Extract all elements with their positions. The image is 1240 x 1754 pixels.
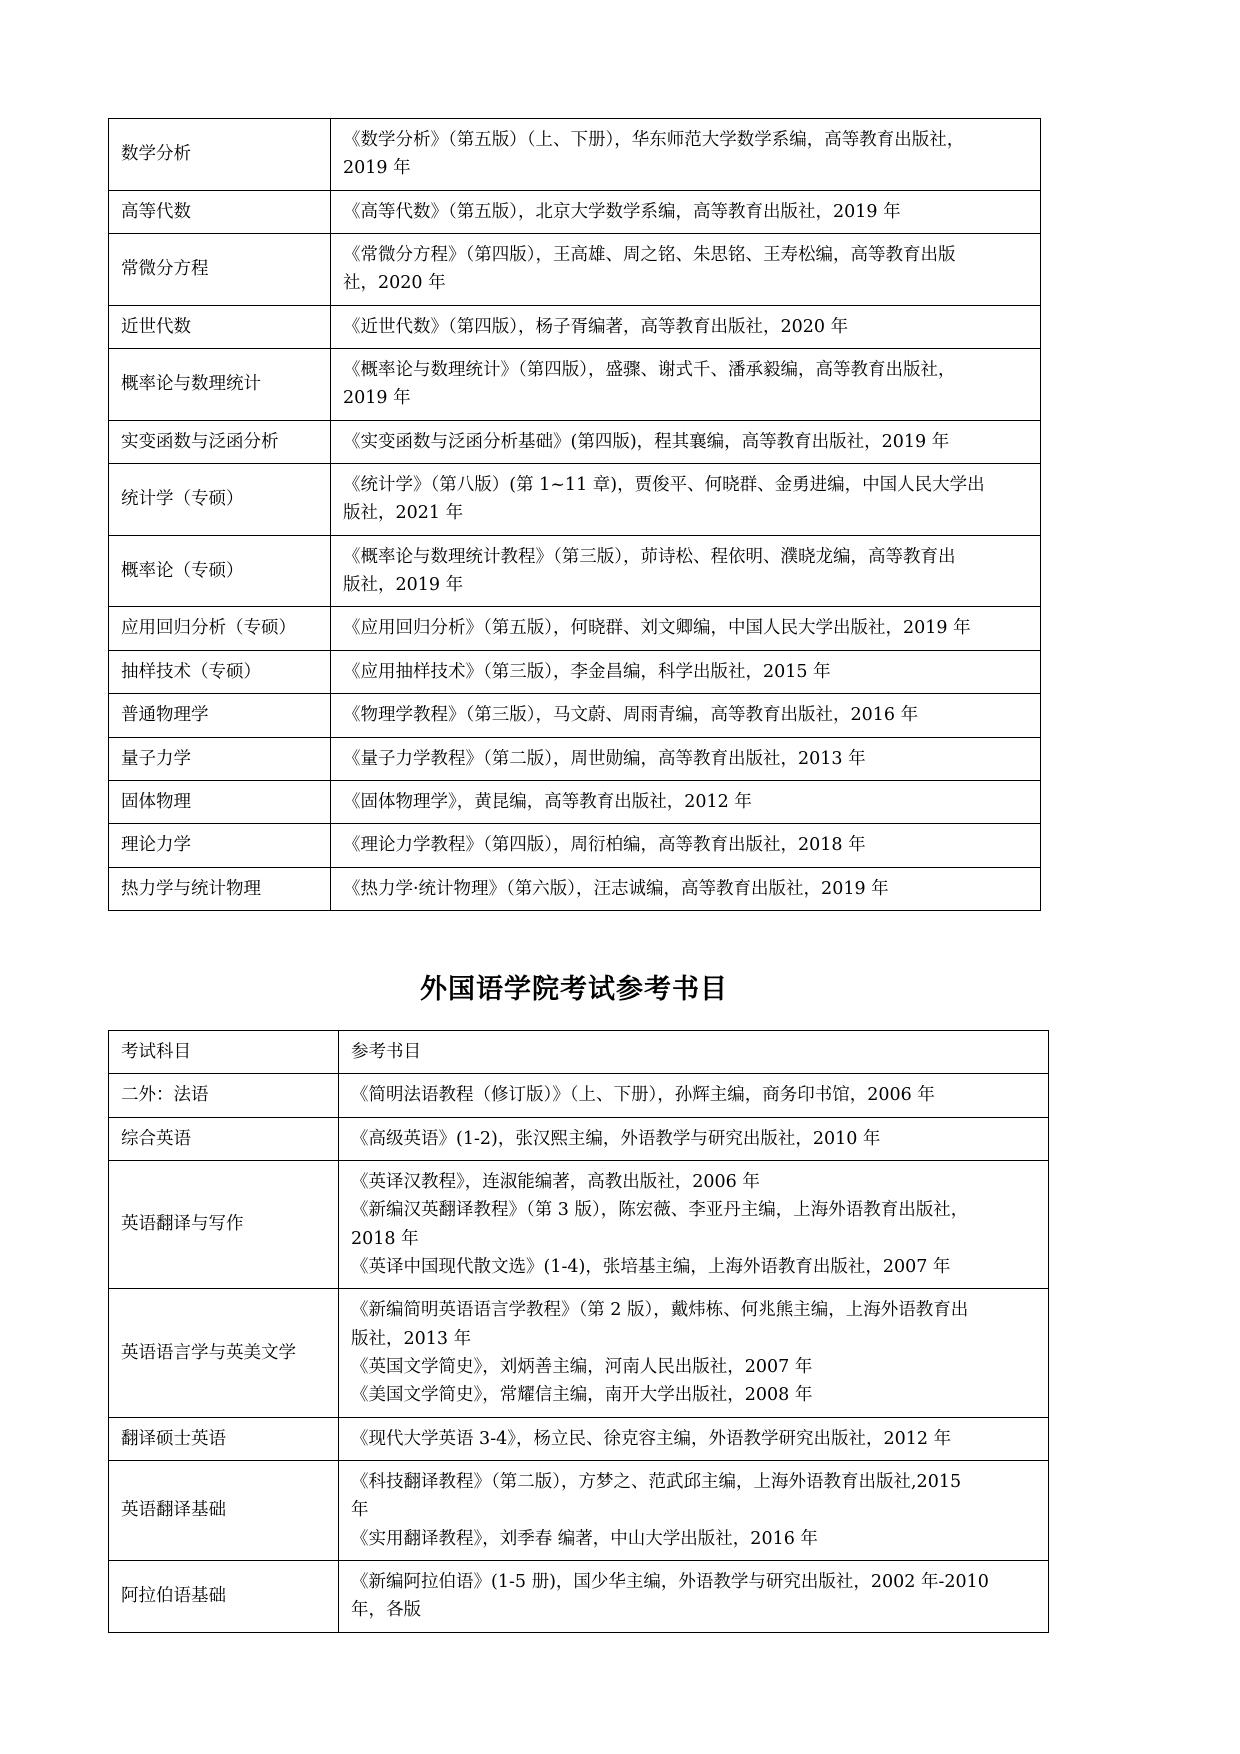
cell-subject: 应用回归分析（专硕） xyxy=(109,607,331,650)
book-line: 《数学分析》（第五版）（上、下册），华东师范大学数学系编，高等教育出版社， xyxy=(343,130,965,150)
table1-body xyxy=(109,119,1041,911)
book-line: 《物理学教程》（第三版），马文蔚、周雨青编，高等教育出版社，2016 年 xyxy=(343,705,919,726)
cell-books xyxy=(331,305,1041,348)
table-row xyxy=(109,1461,1049,1561)
cell-books xyxy=(339,1561,1049,1633)
book-line: 《统计学》（第八版）(第 1~11 章)，贾俊平、何晓群、金勇进编，中国人民大学出 xyxy=(343,475,985,496)
cell-subject: 量子力学 xyxy=(109,737,331,780)
book-line: 《高级英语》(1-2)，张汉熙主编，外语教学与研究出版社，2010 年 xyxy=(351,1128,881,1149)
cell-subject: 近世代数 xyxy=(109,305,331,348)
book-line: 《英国文学简史》，刘炳善主编，河南人民出版社，2007 年 xyxy=(351,1356,813,1377)
book-line: 《简明法语教程（修订版）》（上、下册），孙辉主编，商务印书馆，2006 年 xyxy=(351,1085,935,1106)
table2-body xyxy=(109,1074,1049,1633)
table-row xyxy=(109,305,1041,348)
cell-subject: 英语语言学与英美文学 xyxy=(109,1289,339,1417)
table-row xyxy=(109,1417,1049,1460)
column-header-subject: 考试科目 xyxy=(109,1030,339,1073)
book-line: 版社，2021 年 xyxy=(343,503,464,524)
cell-subject: 数学分析 xyxy=(109,119,331,191)
book-line: 《固体物理学》，黄昆编，高等教育出版社，2012 年 xyxy=(343,791,752,812)
table-row xyxy=(109,1160,1049,1288)
cell-books xyxy=(331,234,1041,306)
cell-books xyxy=(331,190,1041,233)
table2-head xyxy=(109,1030,1049,1073)
book-line: 《应用回归分析》（第五版），何晓群、刘文卿编，中国人民大学出版社，2019 年 xyxy=(343,618,971,639)
table-row xyxy=(109,780,1041,823)
book-line: 《量子力学教程》（第二版），周世勋编，高等教育出版社，2013 年 xyxy=(343,748,866,769)
column-header-books: 参考书目 xyxy=(339,1030,1049,1073)
cell-subject: 阿拉伯语基础 xyxy=(109,1561,339,1633)
book-line: 年 xyxy=(351,1500,369,1521)
cell-subject: 固体物理 xyxy=(109,780,331,823)
table-header-row xyxy=(109,1030,1049,1073)
cell-subject: 统计学（专硕） xyxy=(109,464,331,536)
book-line: 《英译中国现代散文选》(1-4)，张培基主编，上海外语教育出版社，2007 年 xyxy=(351,1256,951,1277)
cell-subject: 普通物理学 xyxy=(109,694,331,737)
cell-books xyxy=(339,1074,1049,1117)
cell-books xyxy=(331,824,1041,867)
book-line: 《实变函数与泛函分析基础》(第四版)，程其襄编，高等教育出版社，2019 年 xyxy=(343,431,950,452)
cell-books xyxy=(331,867,1041,910)
book-line: 《近世代数》（第四版），杨子胥编著，高等教育出版社，2020 年 xyxy=(343,316,849,337)
book-line: 2019 年 xyxy=(343,388,411,409)
table-row xyxy=(109,1074,1049,1117)
book-line: 《现代大学英语 3-4》，杨立民、徐克容主编，外语教学研究出版社，2012 年 xyxy=(351,1428,952,1449)
foreign-language-booklist-table xyxy=(108,1030,1049,1633)
cell-books xyxy=(331,119,1041,191)
cell-subject: 英语翻译与写作 xyxy=(109,1160,339,1288)
table-row xyxy=(109,824,1041,867)
book-line: 社，2020 年 xyxy=(343,273,446,294)
table-row xyxy=(109,234,1041,306)
table-row xyxy=(109,607,1041,650)
table-row xyxy=(109,190,1041,233)
cell-books xyxy=(331,535,1041,607)
cell-subject: 高等代数 xyxy=(109,190,331,233)
book-line: 《应用抽样技术》（第三版），李金昌编，科学出版社，2015 年 xyxy=(343,661,831,682)
section-title-foreign-languages: 外国语学院考试参考书目 xyxy=(420,973,728,1005)
table-row xyxy=(109,694,1041,737)
cell-subject: 英语翻译基础 xyxy=(109,1461,339,1561)
table-row xyxy=(109,119,1041,191)
cell-books xyxy=(339,1117,1049,1160)
table-row xyxy=(109,349,1041,421)
book-line: 《常微分方程》（第四版），王高雄、周之铭、朱思铭、王寿松编，高等教育出版 xyxy=(343,245,956,266)
book-line: 年，各版 xyxy=(351,1600,421,1621)
book-line: 《理论力学教程》（第四版），周衍柏编，高等教育出版社，2018 年 xyxy=(343,835,866,856)
cell-books xyxy=(339,1289,1049,1417)
cell-books xyxy=(331,650,1041,693)
cell-books xyxy=(331,694,1041,737)
cell-subject: 实变函数与泛函分析 xyxy=(109,420,331,463)
cell-subject: 理论力学 xyxy=(109,824,331,867)
table-row xyxy=(109,535,1041,607)
cell-subject: 抽样技术（专硕） xyxy=(109,650,331,693)
book-line: 《概率论与数理统计教程》（第三版），茆诗松、程依明、濮晓龙编，高等教育出 xyxy=(343,546,956,567)
book-line: 《概率论与数理统计》（第四版），盛骤、谢式千、潘承毅编，高等教育出版社， xyxy=(343,360,956,381)
book-line: 《高等代数》（第五版），北京大学数学系编，高等教育出版社，2019 年 xyxy=(343,201,901,222)
book-line: 2019 年 xyxy=(343,158,411,179)
cell-books xyxy=(331,607,1041,650)
cell-subject: 热力学与统计物理 xyxy=(109,867,331,910)
table-row xyxy=(109,464,1041,536)
cell-books xyxy=(331,464,1041,536)
cell-books xyxy=(339,1160,1049,1288)
cell-books xyxy=(331,780,1041,823)
table-row xyxy=(109,1117,1049,1160)
book-line: 《新编阿拉伯语》(1-5 册)，国少华主编，外语教学与研究出版社，2002 年-2010 xyxy=(351,1572,989,1593)
table-row xyxy=(109,650,1041,693)
cell-books xyxy=(331,737,1041,780)
table-row xyxy=(109,1561,1049,1633)
cell-books xyxy=(331,349,1041,421)
cell-books xyxy=(339,1461,1049,1561)
cell-subject: 概率论（专硕） xyxy=(109,535,331,607)
table-row xyxy=(109,1289,1049,1417)
cell-subject: 翻译硕士英语 xyxy=(109,1417,339,1460)
cell-subject: 二外：法语 xyxy=(109,1074,339,1117)
book-line: 2018 年 xyxy=(351,1228,419,1249)
book-line: 《科技翻译教程》（第二版），方梦之、范武邱主编，上海外语教育出版社,2015 xyxy=(351,1472,962,1492)
cell-subject: 概率论与数理统计 xyxy=(109,349,331,421)
book-line: 《实用翻译教程》，刘季春 编著，中山大学出版社，2016 年 xyxy=(351,1528,818,1549)
cell-subject: 综合英语 xyxy=(109,1117,339,1160)
book-line: 《热力学·统计物理》（第六版），汪志诚编，高等教育出版社，2019 年 xyxy=(343,878,889,899)
cell-books xyxy=(339,1417,1049,1460)
book-line: 《美国文学简史》，常耀信主编，南开大学出版社，2008 年 xyxy=(351,1385,813,1406)
book-line: 版社，2013 年 xyxy=(351,1328,472,1349)
book-line: 版社，2019 年 xyxy=(343,575,464,596)
cell-subject: 常微分方程 xyxy=(109,234,331,306)
book-line: 《英译汉教程》，连淑能编著，高教出版社，2006 年 xyxy=(351,1171,760,1192)
book-line: 《新编简明英语语言学教程》（第 2 版），戴炜栋、何兆熊主编，上海外语教育出 xyxy=(351,1300,969,1321)
cell-books xyxy=(331,420,1041,463)
table-row xyxy=(109,420,1041,463)
table-row xyxy=(109,867,1041,910)
table-row xyxy=(109,737,1041,780)
math-physics-booklist-table xyxy=(108,118,1041,911)
book-line: 《新编汉英翻译教程》（第 3 版），陈宏薇、李亚丹主编，上海外语教育出版社， xyxy=(351,1200,969,1221)
